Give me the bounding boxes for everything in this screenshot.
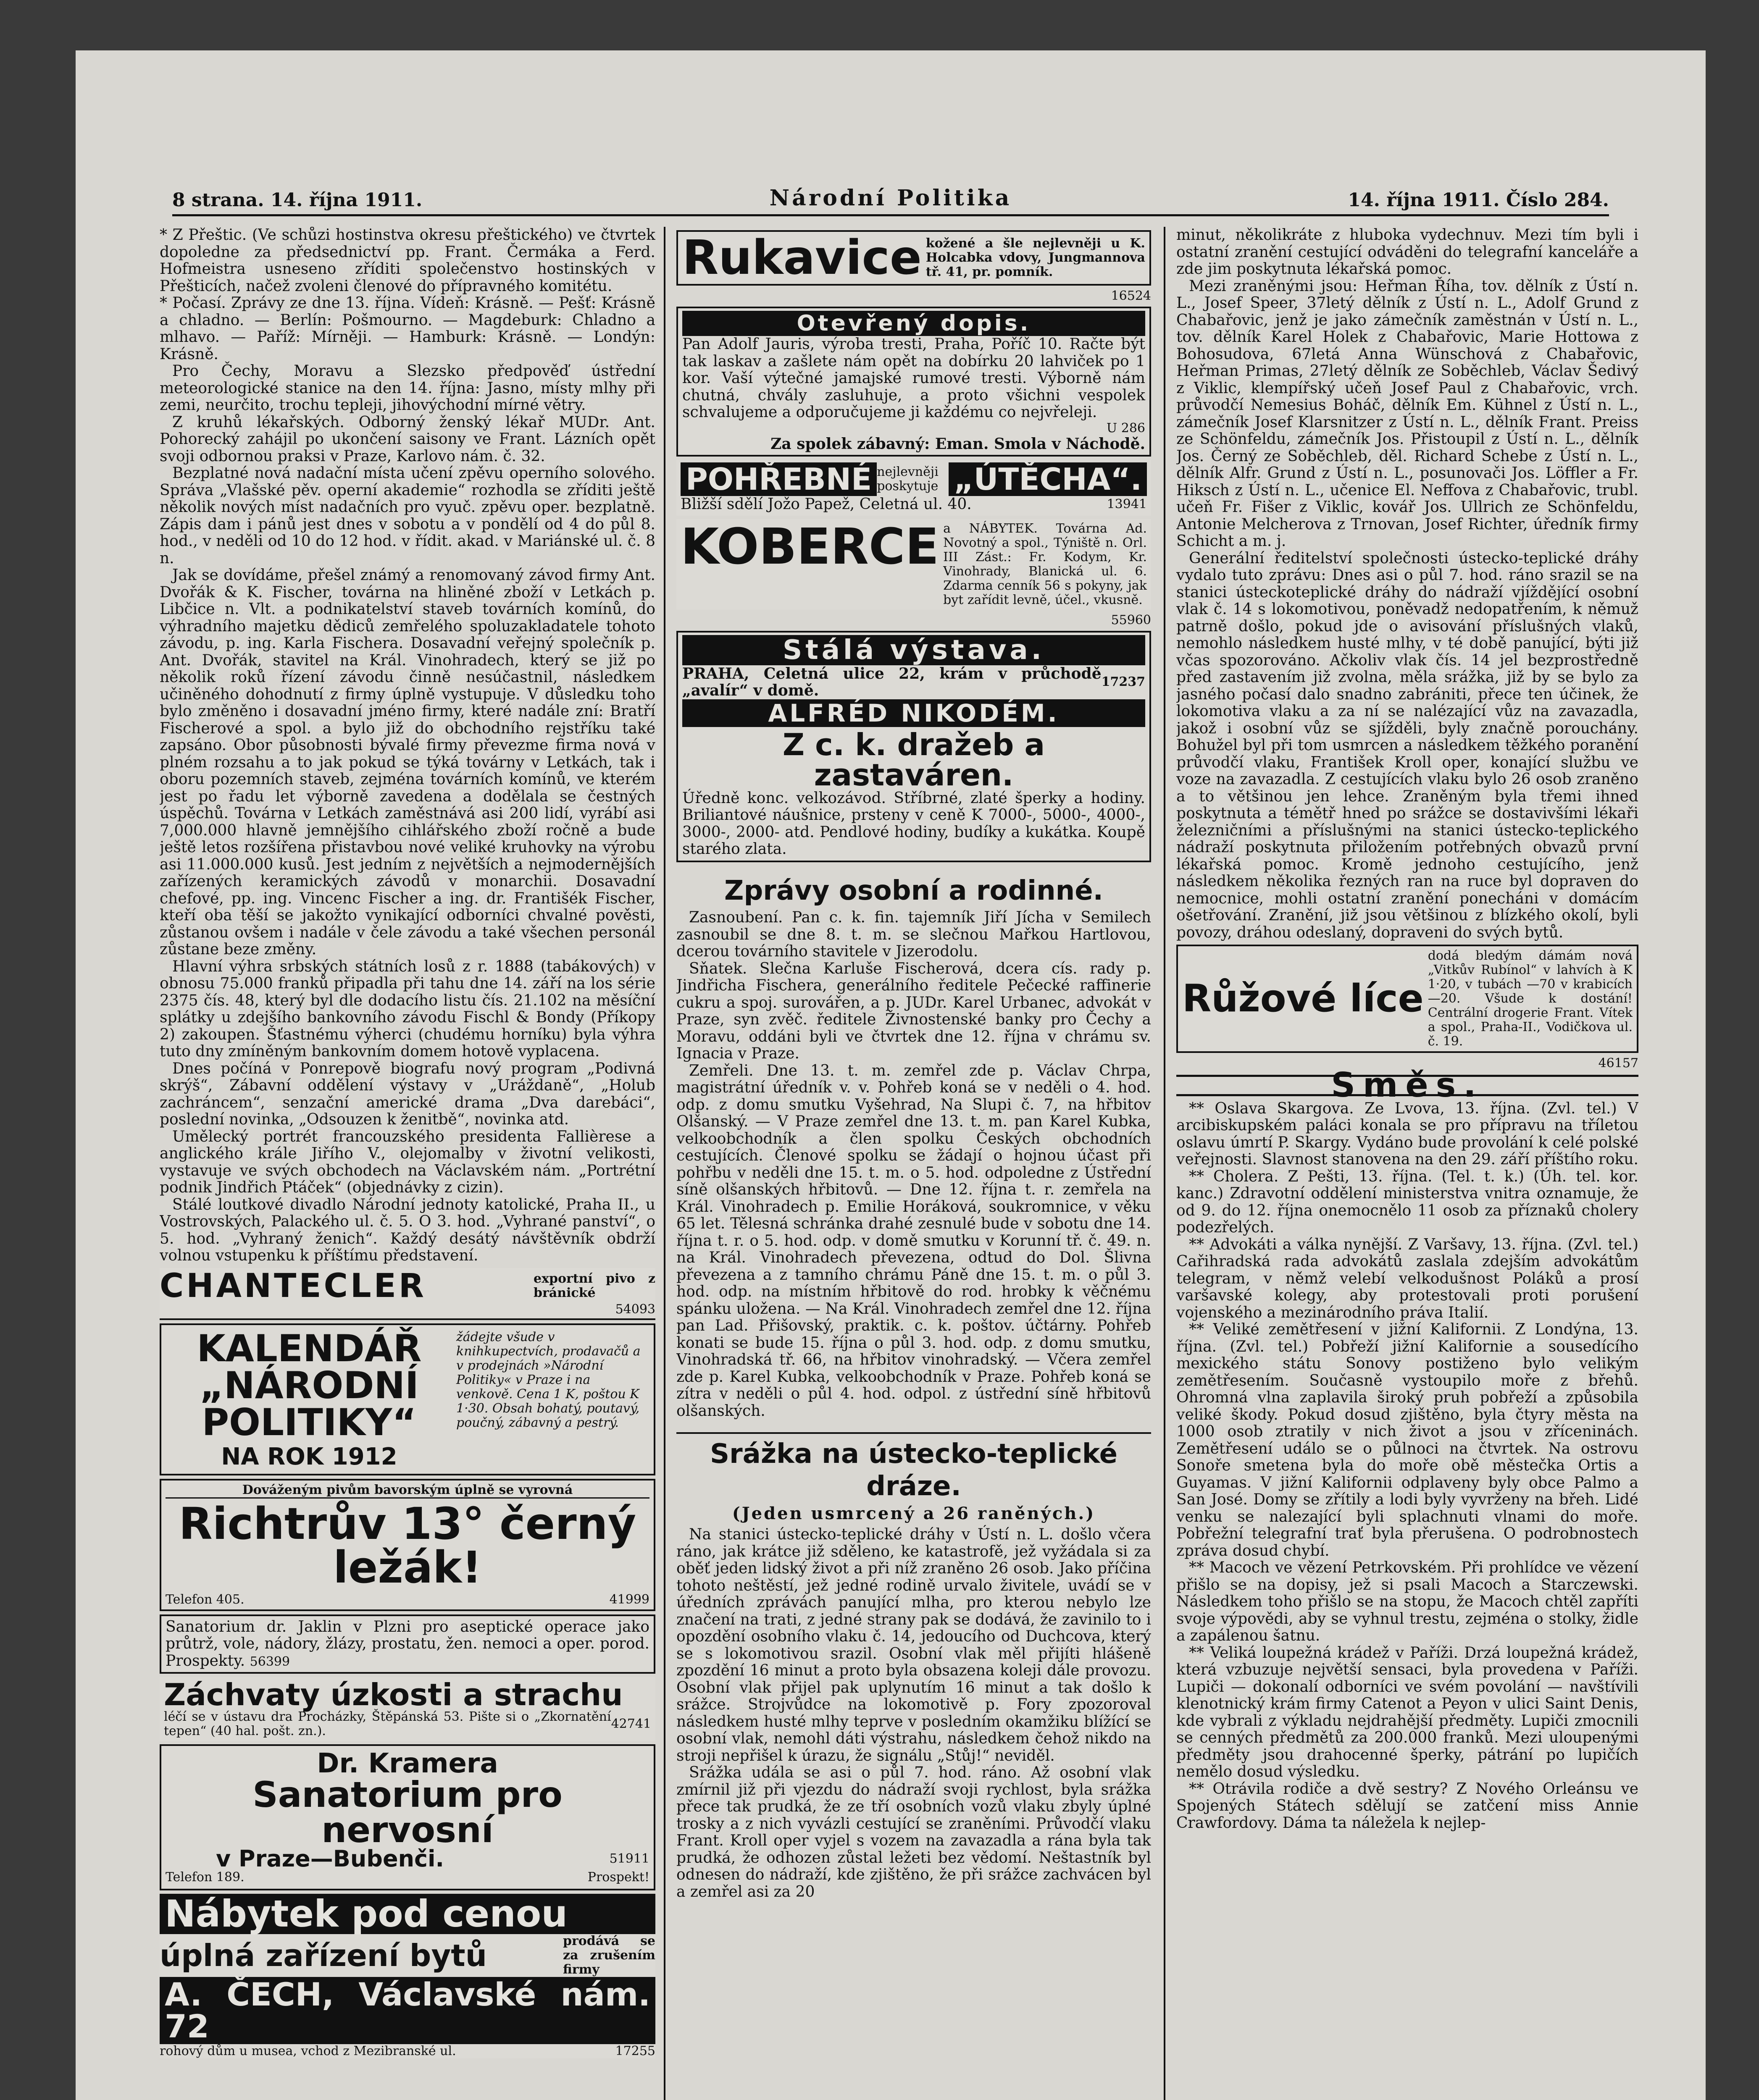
column-2 bbox=[676, 227, 1151, 2100]
weather-forecast: Pro Čechy, Moravu a Slezsko předpověď ústřední meteorologické stanice na den 14. října: Jasno, místy mlhy při zemi, neurčito, trochu tepleji, jihovýchodní mírné větry. bbox=[160, 362, 655, 414]
news-item: Zemřeli. Dne 13. t. m. zemřel zde p. Václav Chrpa, magistrátní úředník v. v. Pohřeb koná se v neděli o 4. hod. odp. z domu smutku Vyšehrad, Na Slupi č. 7, na hřbitov Olšanský. — V Praze zemřel dne 13. t. m. pan Karel Kubka, velkoobchodník a člen spolku Českých obchodních cestujících. Členové spolku se žádají o hojnou účast při pohřbu v neděli dne 15. t. m. o 5. hod. odpoledne z Ústřední síně olšanských hřbitovů. — Dne 12. října t. r. zemřela na Král. Vinohradech p. Emilie Horáková, soukromnice, v věku 65 let. Tělesná schránka drahé zesnulé bude v sobotu dne 14. října t. r. o 5. hod. odp. v domě smutku v Korunní tř. č. 49. n. na Král. Vinohradech převezena, odtud do Dol. Šlivna převezena a z tamního chrámu Páně dne 15. t. m. o půl 3. hod. odp. na místním hřbitově do rod. hrobky k věčnému spánku uložena. — Na Král. Vinohradech zemřel dne 12. října pan Lad. Přišovský, praktik. c. k. poštov. účtárny. Pohřeb konati se bude 15. října o půl 3. hod. odp. z domu smutku, Vinohradská tř. 66, na hřbitov vinohradský. — Včera zemřel zde p. Karel Kubka, velkoobchodník v Praze. Pohřeb koná se zítra v neděli o půl 4. hod. odpol. z ústřední síně hřbitovů olšanských. bbox=[676, 1062, 1151, 1420]
news-item: Z kruhů lékařských. Odborný ženský lékař MUDr. Ant. Pohorecký zahájil po ukončení saisony ve Frant. Lázních opět svoji odbornou praksi v Praze, Karlovo nám. č. 32. bbox=[160, 413, 655, 465]
news-item: Hlavní výhra srbských státních losů z r. 1888 (tabákových) v obnosu 75.000 franků připadla při tahu dne 14. září na los série 2375 čís. 48, který byl dle dodacího listu čís. 21.102 na měsíční splátky u zdejšího bankovního závodu Fischl & Bondy (Příkopy 2) zakoupen. Šťastnému výherci (chudému horníku) byla výhra tuto dny zmíněným bankovním domem hotově vyplacena. bbox=[160, 958, 655, 1060]
ad-vystava-name: ALFRÉD NIKODÉM. bbox=[682, 699, 1145, 727]
ad-number: 13941 bbox=[1107, 497, 1147, 512]
ad-kramer-title: Sanatorium pro nervosní bbox=[252, 1774, 563, 1851]
ad-number: 46157 bbox=[1598, 1056, 1638, 1071]
news-item: ** Macoch ve vězení Petrkovském. Při prohlídce ve vězení přišlo se na dopisy, jež si psali Macoch a Starczewski. Následkem toho přišlo se na stopu, že Macoch chtěl zapříti svoje výpovědi, aby se vyhnul trestu, zejména o stolky, židle a zapálenou šatnu. bbox=[1176, 1559, 1638, 1644]
ad-jaklin bbox=[160, 1614, 655, 1674]
ad-kalendar-line: KALENDÁŘ bbox=[197, 1326, 422, 1370]
ad-kalendar-line: POLITIKY“ bbox=[202, 1400, 417, 1444]
ad-rukavice-text: kožené a šle nejlevněji u K. Holcabka vdovy, Jungmannova tř. 41, pr. pomník. bbox=[926, 236, 1145, 279]
ad-kramer bbox=[160, 1744, 655, 1890]
ad-vystava bbox=[676, 631, 1151, 862]
ad-rukavice bbox=[676, 230, 1151, 286]
ad-dopis bbox=[676, 307, 1151, 457]
ad-vystava-title: Stálá výstava. bbox=[682, 635, 1145, 665]
ad-number: 17255 bbox=[615, 2044, 655, 2058]
news-item: Umělecký portrét francouzského presidenta Fallièrese a anglického krále Jiřího V., olejomalby v životní velikosti, vystavuje ve svých obchodech na Václavském nám. „Portrétní podnik Jindřich Ptáček“ (objednávky z cizin). bbox=[160, 1128, 655, 1196]
news-item: Bezplatné nová nadační místa učení zpěvu operního solového. Správa „Vlašské pěv. operní akademie“ rozhodla se zříditi ještě několik nových míst nadačních pro vyuč. zpěvu oper. bezplatně. Zápis dam i pánů jest dnes v sobotu a v pondělí od 4 do půl 8. hod., v neděli od 10 do 12 hod. v řídit. akad. v Mariánské ul. č. 8 n. bbox=[160, 465, 655, 567]
ad-ruzove-title: Růžové líce bbox=[1182, 976, 1424, 1021]
ad-kramer-name: Dr. Kramera bbox=[317, 1748, 498, 1779]
ad-nabytek-title: Nábytek pod cenou bbox=[160, 1894, 655, 1934]
ad-koberce-title: KOBERCE bbox=[681, 517, 939, 575]
news-item: Sňatek. Slečna Karluše Fischerová, dcera cís. rady p. Jindřicha Fischera, generálního ředitele Pečecké raffinerie cukru a spoj. surovářen, a p. JUDr. Karel Urbanec, advokát v Praze, syn zvěč. ředitele Živnostenské banky pro Čechy a Moravu, oddáni byli ve čtvrtek dne 12. října v chrámu sv. Ignacia v Praze. bbox=[676, 960, 1151, 1063]
section-title: Směs. bbox=[1176, 1075, 1638, 1096]
ad-pohrebni-name: „ÚTĚCHA“. bbox=[949, 462, 1147, 496]
column-rule bbox=[664, 227, 665, 2100]
news-item: Srážka udála se asi o půl 7. hod. ráno. Až osobní vlak zmírnil již při vjezdu do nádraží svoji rychlost, byla srážka přece tak prudká, že ze tří osobních vozů vlaku zbyly úplné trosky a z nich vyvázli cestující se zraněními. Průvodčí vlaku Frant. Kroll oper vyjel s vozem na zavazadla a rána byla tak prudká, že odhozen zůstal ležeti bez vědomí. Neštastník byl odnesen do nádraží, kde zjištěno, že při srážce zachvácen byl a zemřel asi za 20 bbox=[676, 1764, 1151, 1900]
section-title: Zprávy osobní a rodinné. bbox=[724, 875, 1103, 906]
ad-drazeb-text: Úředně konc. velkozávod. Stříbrné, zlaté šperky a hodiny. Briliantové náušnice, prsteny v ceně K 7000-, 5000-, 4000-, 3000-, 2000- atd. Pendlové hodiny, budíky a kukátka. Koupě starého zlata. bbox=[682, 789, 1145, 858]
ad-kramer-phone: Telefon 189. bbox=[166, 1870, 245, 1885]
ad-zachvaty-title: Záchvaty úzkosti a strachu bbox=[164, 1677, 623, 1712]
ad-ruzove-text: dodá bledým dámám nová „Vitkův Rubínol“ v lahvích à K 1·20, v tubách —70 v krabicích —20. Všude k dostání! Centrální drogerie Frant. Vítek a spol., Praha-II., Vodičkova ul. č. 19. bbox=[1428, 948, 1633, 1049]
issue-number: 14. října 1911. Číslo 284. bbox=[1348, 189, 1609, 211]
page-number-date: 8 strana. 14. října 1911. bbox=[172, 189, 423, 211]
ad-vystava-text: PRAHA, Celetná ulice 22, krám v průchodě „avalír“ v domě. bbox=[682, 664, 1102, 699]
ad-richtr bbox=[160, 1479, 655, 1611]
section-title: Srážka na ústecko-teplické dráze. bbox=[676, 1432, 1151, 1503]
ad-number: 16524 bbox=[1111, 289, 1151, 303]
ad-number: 56399 bbox=[250, 1654, 290, 1669]
ad-drazeb-title: Z c. k. dražeb a zastaváren. bbox=[782, 727, 1045, 793]
news-item: * Z Přeštic. (Ve schůzi hostinstva okresu přeštického) ve čtvrtek dopoledne za předsednictví pp. Frant. Čermáka a Ferd. Hofmeistra usneseno zříditi společenstvo hostinských v Přešticích, načež zvoleni členové do přípravného komitétu. bbox=[160, 227, 655, 295]
ad-jaklin-text: Sanatorium dr. Jaklin v Plzni pro aseptické operace jako průtrž, vole, nádory, žlázy, prostatu, žen. nemoci a oper. porod. Prospekty. bbox=[166, 1618, 649, 1670]
ad-kalendar-title-block bbox=[166, 1326, 452, 1470]
ad-nabytek bbox=[160, 1894, 655, 2058]
news-item: Generální ředitelství společnosti ústecko-teplické dráhy vydalo tuto zprávu: Dnes asi o půl 7. hod. ráno srazil se na stanici ústeckoteplické dráhy do nádraží vjíždějící osobní vlak č. 14 s lokomotivou, poněvadž nedopatřením, k němuž patrně došlo, pokud jde o avisování příslušných vlaků, nemohlo následkem husté mlhy, v té době panující, býti již včas spozorováno. Ačkoliv vlak čís. 14 jel bezprostředně před zastavením již zvolna, měla srážka, již by se bylo za jasného počasí dalo snadno zabrániti, přece ten účinek, že lokomotiva vlaku a za ní se nalézající vůz na zavazadla, jakož i osobní vůz se sjížděli, byly značně porouchány. Bohužel byl při tom usmrcen a následkem těžkého poranění průvodčí vlaku, František Kroll oper, konající službu ve voze na zavazadla. Z cestujících vlaku bylo 26 osob zraněno a to většinou jen lehce. Zraněným byla třemi ihned poskytnuta a témětř hned po srážce se dostavivšími lékaři železničními a příslušnými na stanici ústecko-teplického nádraží poskytnuta přiložením potřebných obvazů první lékařská pomoc. Kromě jednoho cestujícího, jenž následkem několika řezných ran na ruce byl dopraven do nemocnice, mohli ostatní zranění ponecháni v domácím ošetřování. Zranění, již jsou většinou z blízkého okolí, byli povozy, dráhou odeslaný, dopraveni do svých bytů. bbox=[1176, 549, 1638, 941]
ad-kalendar bbox=[160, 1323, 655, 1475]
ad-dopis-text: Pan Adolf Jauris, výroba tresti, Praha, Poříč 10. Račte být tak laskav a zašlete nám opět na dobírku 20 lahviček po 1 kor. Vaší výtečné jamajské rumové tresti. Výborně nám chutná, chvály zasluhuje, a proto všichni vespolek schvalujeme a odporučujeme ji každému co nejvřeleji. bbox=[682, 336, 1145, 421]
ad-ruzove bbox=[1176, 945, 1638, 1053]
ad-kalendar-text: žádejte všude v knihkupectvích, prodavačů a v prodejnách »Národní Politiky« v Praze i na venkově. Cena 1 K, poštou K 1·30. Obsah bohatý, poutavý, poučný, zábavný a pestrý. bbox=[456, 1329, 641, 1430]
column-1 bbox=[160, 227, 655, 2100]
news-item: Stálé loutkové divadlo Národní jednoty katolické, Praha II., u Vostrovských, Palackého ul. č. 5. O 3. hod. „Vyhrané panství“, o 5. hod. „Vyhraný ženich“. Každý desátý návštěvník obdrží volnou vstupenku k příštímu představení. bbox=[160, 1196, 655, 1264]
column-3 bbox=[1176, 227, 1638, 2100]
news-item: ** Otrávila rodiče a dvě sestry? Z Nového Orleánsu ve Spojených Státech sdělují se zatčení miss Annie Crawfordovy. Dáma ta náležela k nejlep- bbox=[1176, 1780, 1638, 1832]
ad-nabytek-note: prodává se za zrušením firmy bbox=[563, 1934, 655, 1977]
ad-number: 54093 bbox=[615, 1302, 655, 1317]
ad-richtr-phone: Telefon 405. bbox=[166, 1592, 245, 1607]
masthead: Národní Politika bbox=[769, 185, 1012, 211]
ad-pohrebni-mid: nejlevněji poskytuje bbox=[877, 465, 939, 494]
ad-nabytek-address: A. ČECH, Václavské nám. 72 bbox=[160, 1977, 655, 2044]
ad-chantecler-title: CHANTECLER bbox=[160, 1267, 426, 1305]
ad-kalendar-line: „NÁRODNÍ bbox=[200, 1363, 419, 1407]
ad-kramer-prospekt: Prospekt! bbox=[587, 1870, 649, 1885]
news-item: ** Advokáti a válka nynější. Z Varšavy, 13. října. (Zvl. tel.) Cařihradská rada advokátů zaslala zdejším advokátům telegram, v němž velebí velkodušnost Poláků a prosí varšavské kolegy, aby protestovali proti porušení vojenského a mezinárodního práva Italií. bbox=[1176, 1236, 1638, 1321]
ad-number: 42741 bbox=[611, 1717, 651, 1731]
ad-kalendar-year: NA ROK 1912 bbox=[221, 1443, 397, 1470]
ad-dopis-signature: Za spolek zábavný: Eman. Smola v Náchodě. bbox=[770, 435, 1145, 453]
ad-number: 17237 bbox=[1101, 675, 1145, 689]
ad-number: 41999 bbox=[609, 1592, 649, 1607]
ad-pohrebni bbox=[676, 460, 1151, 516]
news-item: Dnes počíná v Ponrepově biografu nový program „Podivná skrýš“, Zábavní oddělení výstavy v „Uráždaně“, „Holub zachráncem“, senzační americké drama „Dva darebáci“, poslední novinka, „Odsouzen k ženitbě“, novinka atd. bbox=[160, 1060, 655, 1128]
newspaper-page bbox=[76, 50, 1706, 2100]
ad-chantecler-note: exportní pivo z bránické bbox=[534, 1271, 655, 1300]
ad-pohrebni-text: Bližší sdělí Jožo Papež, Celetná ul. 40. bbox=[681, 496, 972, 513]
ad-kramer-place: v Praze—Bubenči. bbox=[216, 1845, 444, 1872]
weather-report: * Počasí. Zprávy ze dne 13. října. Vídeň: Krásně. — Pešť: Krásně a chladno. — Berlín: Pošmourno. — Magdeburk: Chladno a mlhavo. — Paříž: Mírněji. — Hamburk: Krásně. — Londýn: Krásně. bbox=[160, 294, 655, 363]
news-item: Na stanici ústecko-teplické dráhy v Ústí n. L. došlo včera ráno, jak krátce již sděleno, ke katastrofě, jež vyžádala si za oběť jeden lidský život a při níž zraněno 26 osob. Jako příčina tohoto neštěstí, jež jedné rodině urvalo živitele, uvádí se v úředních zprávách panující mlha, pro kterou nebylo lze značení na trati, z jedné strany pak se dodává, že zavinilo to i opozdění osobního vlaku č. 14, jedoucího od Duchcova, který se s lokomotivou srazil. Osobní vlak měl přijíti hlášeně zpozdění 16 minut a proto byla obsazena koleji dále provozu. Osobní vlak přijel pak uplynutím 16 minut a tak došlo k srážce. Strojvůdce na lokomotivě p. Fory zpozoroval následkem husté mlhy teprve v posledním okamžiku blížící se osobní vlak, nemohl dáti výstrahu, následkem čehož nikdo na stroji nepřišel k úrazu, že signálu „Stůj!“ neviděl. bbox=[676, 1526, 1151, 1764]
ad-rukavice-title: Rukavice bbox=[682, 231, 922, 285]
news-item: Jak se dovídáme, přešel známý a renomovaný závod firmy Ant. Dvořák & K. Fischer, továrna na hliněné zboží v Letkách p. Libčice n. Vlt. a podnikatelství staveb továrních komínů, do výhradního majetku dědiců zemřelého spoluzakladatele tohoto závodu, p. ing. Karla Fischera. Dosavadní veřejný společník p. Ant. Dvořák, stavitel na Král. Vinohradech, který se již po několik roků řízení závodu činně nesúčastnil, následkem učiněného dohodnutí z firmy úplně vystupuje. V důsledku toho bylo změněno i dosavadní jméno firmy, které nadále zní: Bratří Fischerové a spol. a bylo již do obchodního rejstříku také zapsáno. Obor působnosti bývalé firmy převezme firma nová v plném rozsahu a to jak pokud se týká továrny v Letkách, tak i oboru pozemních staveb, zejména továrních komínů, ve kterém jest po řadu let výborně zavedena a dodělala se čestných úspěchů. Továrna v Letkách zaměstnává asi 200 lidí, vyrábí asi 7,000.000 hlavně jemnějšího cihlářského zboží ročně a bude ještě letos rozšířena přistavbou nové veliké kruhovky na výrobu asi 11.000.000 kusů. Jest jedním z největších a nejmodernějších zařízených keramických závodů v monarchii. Dosavadní chefové, pp. ing. Vincenc Fischer a ing. dr. Františék Fischer, kteří oba těší se jakožto vynikající odborníci chvalné pověsti, zůstanou ovšem i nadále v čele závodu a také všechen personál zůstane beze změny. bbox=[160, 567, 655, 958]
ad-number: 51911 bbox=[609, 1851, 649, 1866]
ad-nabytek-line: úplná zařízení bytů bbox=[160, 1938, 487, 1973]
news-item: minut, několikráte z hluboka vydechnuv. Mezi tím byli i ostatní zranění cestující odváděni do telegrafní kanceláře a zde jim poskytnuta lékařská pomoc. bbox=[1176, 227, 1638, 278]
page-header bbox=[172, 185, 1609, 216]
ad-zachvaty-text: léčí se v ústavu dra Procházky, Štěpánská 53. Pište si o „Zkornatění tepen“ (40 hal. pošt. zn.). bbox=[164, 1709, 611, 1738]
ad-richtr-title: Richtrův 13° černý ležák! bbox=[179, 1498, 636, 1593]
ad-richtr-tagline: Dováženým pivům bavorským úplně se vyrovná bbox=[166, 1483, 649, 1499]
ad-dopis-title: Otevřený dopis. bbox=[682, 311, 1145, 336]
section-subtitle: (Jeden usmrcený a 26 raněných.) bbox=[732, 1503, 1096, 1523]
news-item: ** Oslava Skargova. Ze Lvova, 13. října. (Zvl. tel.) V arcibiskupském paláci konala se pro přípravu na tříletou oslavu úmrtí P. Skargy. Vydáno bude provolání k celé polské veřejnosti. Slavnost stanovena na den 29. září příštího roku. bbox=[1176, 1100, 1638, 1168]
ad-koberce-text: a NÁBYTEK. Továrna Ad. Novotný a spol., Týniště n. Orl. III Zást.: Fr. Kodym, Kr. Vinohrady, Blanická ul. 6. Zdarma cenník 56 s pokyny, jak byt zařídit levně, účel., vkusně. bbox=[943, 521, 1147, 607]
ad-koberce bbox=[676, 519, 1151, 610]
news-item: Mezi zraněnými jsou: Heřman Říha, tov. dělník z Ústí n. L., Josef Speer, 37letý dělník z Ústí n. L., Adolf Grund z Chabařovic, jenž je jako zámečník zaměstnán v Ústí n. L., tov. dělník Karel Holek z Chabařovic, Marie Hottowa z Bohosudova, 67letá Anna Wünschová z Chabařovic, Heřman Primas, 27letý dělník ze Soběchleb, Václav Šedivý z Viklic, klempířský učeň Josef Paul z Chabařovic, vrch. průvodčí Nemesius Boháč, dělník Em. Kühnel z Ústí n. L., zámečník Josef Klarsnitzer z Ústí n. L., dělník Frant. Preiss ze Schönfeldu, zámečník Jos. Přistoupil z Ústí n. L., dělník Jos. Černý ze Soběchleb, děl. Richard Schebe z Ústí n. L., dělník Alfr. Grund z Ústí n. L., posunovači Jos. Löffler a Fr. Hiksch z Ústí n. L., učenice El. Neffova z Chabařovic, trubl. učeň Fr. Fišer z Viklic, kovář Jos. Ullrich ze Schönfeldu, Antonie Melcherova z Trnovan, Josef Richter, úředník firmy Schicht a m. j. bbox=[1176, 277, 1638, 550]
news-item: ** Cholera. Z Pešti, 13. října. (Tel. t. k.) (Úh. tel. kor. kanc.) Zdravotní oddělení ministerstva vnitra oznamuje, že od 9. do 12. října onemocnělo 11 osob za příznaků cholery podezřelých. bbox=[1176, 1168, 1638, 1236]
ad-number: U 286 bbox=[1106, 420, 1145, 436]
ad-zachvaty bbox=[160, 1677, 655, 1741]
news-item: ** Veliké zemětřesení v jižní Kalifornii. Z Londýna, 13. října. (Zvl. tel.) Pobřeží jižní Kalifornie a sousedícího mexického státu Sonovy postiženo bylo velikým zemětřesením. Současně vystoupilo moře z břehů. Ohromná vlna zaplavila široký pruh pobřeží a způsobila veliké škody. Pokud dosud zjištěno, byla čtyry města na 1000 osob ztratily v nich život a jsou v zříceninách. Zemětřesení událo se o půlnoci na čtvrtek. Na ostrovu Sonoře smetena byla do moře obě městečka Ortis a Guyamas. V jižní Kalifornii odplaveny byly obce Palmo a San José. Domy se zřítily a lodi byly vyvrženy na břeh. Lidé venku se nalezající byli splachnuti vlnami do moře. Pobřežní telegrafní trať byla přerušena. O podrobnostech zpráva dosud chybí. bbox=[1176, 1321, 1638, 1559]
column-rule bbox=[1164, 227, 1165, 2100]
news-item: ** Veliká loupežná krádež v Paříži. Drzá loupežná krádež, která vzbuzuje největší sensaci, byla provedena v Paříži. Lupiči — dokonalí odborníci ve svém povolání — navštívili klenotnický krám firmy Catenot a Peyon v ulici Saint Denis, kde vybrali z výkladu nejdrahější předměty. Lupiči zmocnili se cenných předmětů za 200.000 franků. Mezi uloupenými předměty jsou drahocenné šperky, pátrání po lupičích nemělo dosud výsledku. bbox=[1176, 1644, 1638, 1780]
ad-pohrebni-title: POHŘEBNÉ bbox=[681, 462, 877, 496]
news-item: Zasnoubení. Pan c. k. fin. tajemník Jiří Jícha v Semilech zasnoubil se dne 8. t. m. se slečnou Mařkou Hartlovou, dcerou továrního stavitele v Jizerodolu. bbox=[676, 909, 1151, 961]
ad-chantecler bbox=[160, 1268, 655, 1320]
ad-number: 55960 bbox=[1111, 612, 1151, 627]
ad-nabytek-location: rohový dům u musea, vchod z Mezibranské ul. bbox=[160, 2044, 456, 2058]
